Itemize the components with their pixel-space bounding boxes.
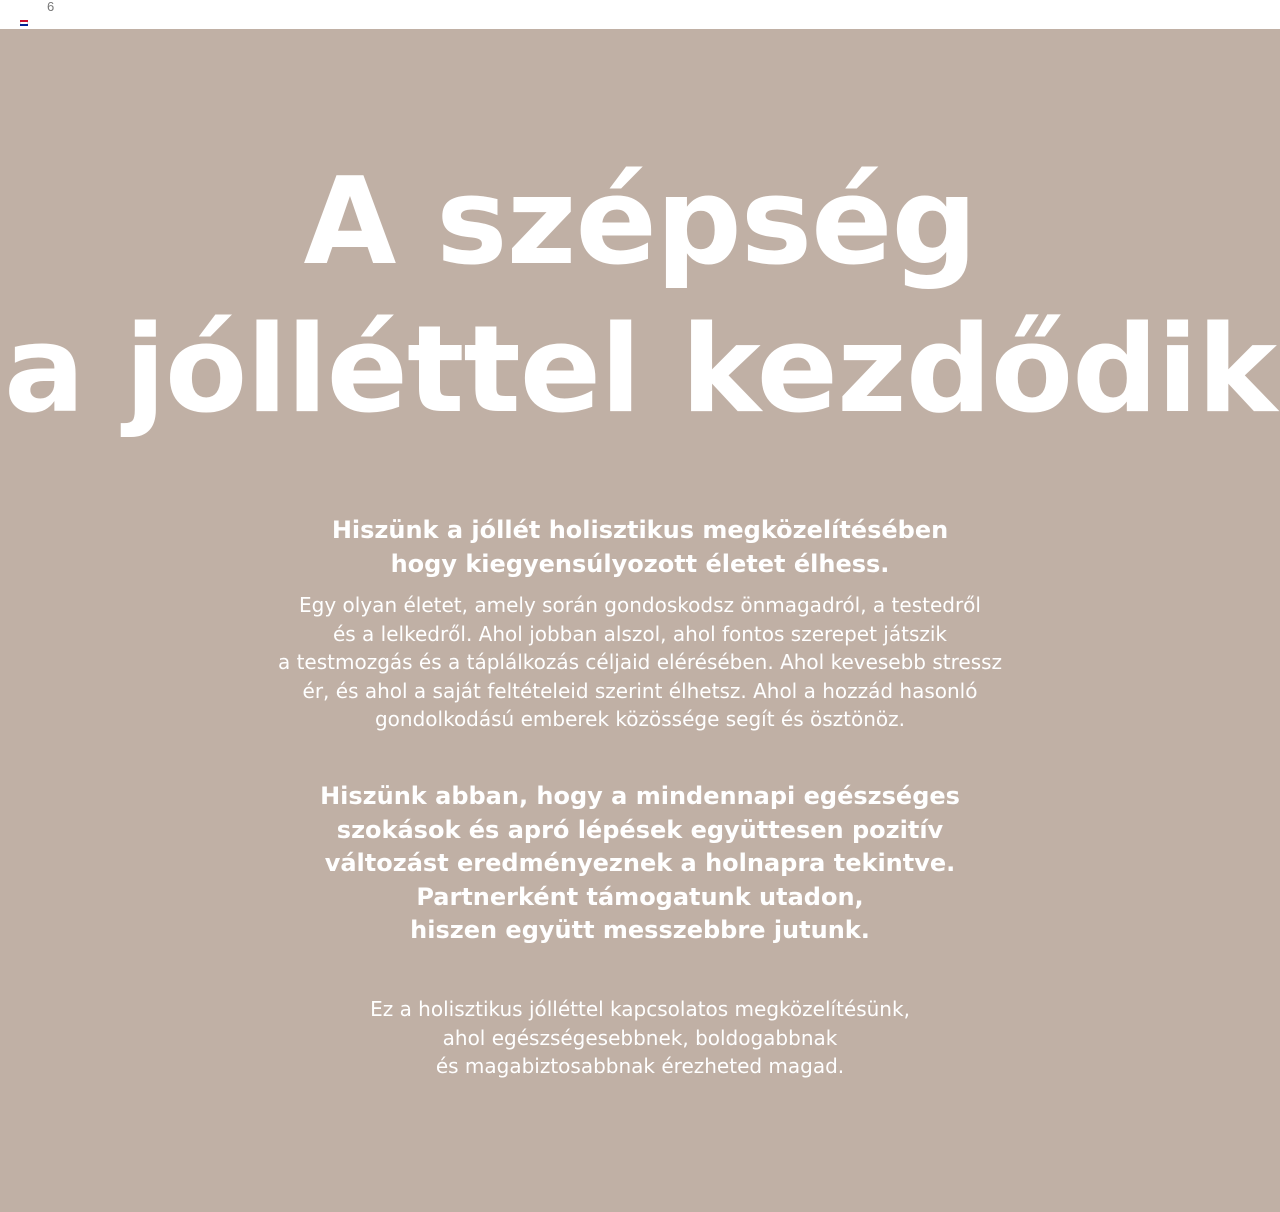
intro-text-line: ér, és ahol a saját feltételeid szerint élhetsz. Ahol a hozzád hasonló: [302, 678, 978, 703]
belief-line: változást eredményeznek a holnapra tekintve.: [324, 849, 956, 877]
intro-text-line: és a lelkedről. Ahol jobban alszol, ahol fontos szerepet játszik: [332, 621, 948, 646]
content-panel: [0, 29, 1280, 1212]
belief-line: Partnerként támogatunk utadon,: [416, 882, 864, 911]
closing-line: és magabiztosabbnak érezheted magad.: [435, 1054, 845, 1078]
headline-line-1: A szépség: [303, 153, 977, 292]
intro-bold-line: hogy kiegyensúlyozott életet élhess.: [390, 550, 890, 578]
flag-stripe-bottom: [20, 24, 28, 26]
intro-bold-paragraph: [240, 513, 1040, 581]
intro-bold-line: Hiszünk a jóllét holisztikus megközelítésében: [331, 516, 949, 544]
intro-text-line: gondolkodású emberek közössége segít és ösztönöz.: [374, 707, 906, 731]
belief-line: hiszen együtt messzebbre jutunk.: [410, 916, 870, 944]
belief-bold-paragraph: [240, 780, 1040, 948]
page-number: 6: [47, 0, 55, 14]
intro-text-line: a testmozgás és a táplálkozás céljaid elérésében. Ahol kevesebb stressz: [277, 650, 1003, 674]
closing-paragraph: [240, 995, 1040, 1081]
belief-line: Hiszünk abban, hogy a mindennapi egészséges: [320, 782, 960, 810]
closing-line: ahol egészségesebbnek, boldogabbnak: [442, 1025, 838, 1050]
closing-line: Ez a holisztikus jólléttel kapcsolatos megközelítésünk,: [370, 997, 910, 1021]
intro-text-line: Egy olyan életet, amely során gondoskodsz önmagadról, a testedről: [299, 593, 981, 617]
intro-paragraph: [200, 591, 1080, 734]
headline: [0, 149, 1280, 445]
flag-icon: [20, 20, 28, 26]
top-strip: [0, 0, 1280, 29]
headline-line-2: a jólléttel kezdődik: [4, 301, 1276, 440]
belief-line: szokások és apró lépések együttesen pozitív: [336, 815, 944, 844]
